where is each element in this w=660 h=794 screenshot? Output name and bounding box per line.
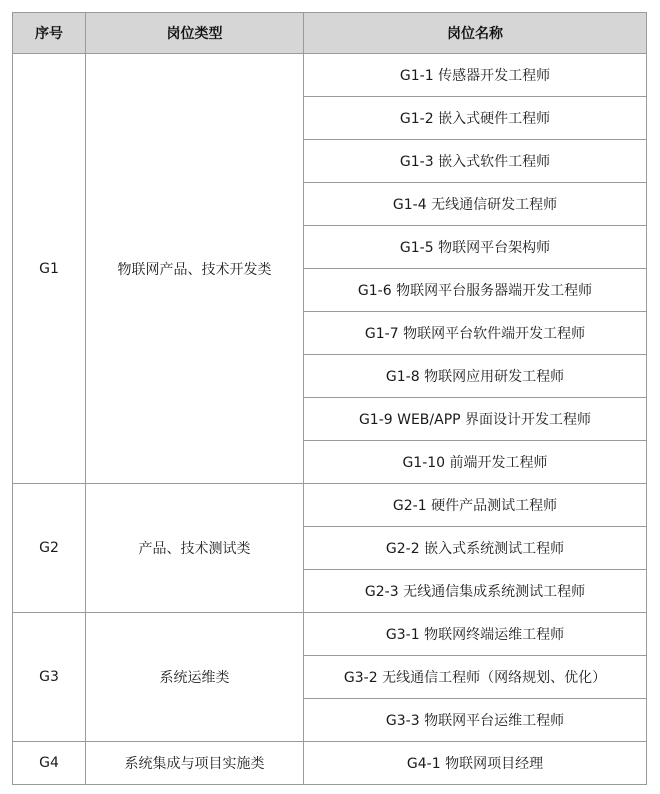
position-name-cell: G2-1 硬件产品测试工程师 bbox=[304, 484, 647, 527]
position-name-cell: G1-6 物联网平台服务器端开发工程师 bbox=[304, 269, 647, 312]
position-name-cell: G2-2 嵌入式系统测试工程师 bbox=[304, 527, 647, 570]
group-type-cell: 物联网产品、技术开发类 bbox=[86, 54, 304, 484]
position-name-cell: G1-3 嵌入式软件工程师 bbox=[304, 140, 647, 183]
group-type-cell: 产品、技术测试类 bbox=[86, 484, 304, 613]
position-name-cell: G1-8 物联网应用研发工程师 bbox=[304, 355, 647, 398]
table-row bbox=[13, 54, 647, 97]
position-name-cell: G4-1 物联网项目经理 bbox=[304, 742, 647, 785]
header-position-type: 岗位类型 bbox=[86, 13, 304, 54]
position-name-cell: G3-1 物联网终端运维工程师 bbox=[304, 613, 647, 656]
position-name-cell: G2-3 无线通信集成系统测试工程师 bbox=[304, 570, 647, 613]
table-header-row bbox=[13, 13, 647, 54]
header-serial-number: 序号 bbox=[13, 13, 86, 54]
position-name-cell: G3-2 无线通信工程师（网络规划、优化） bbox=[304, 656, 647, 699]
group-serial-cell: G1 bbox=[13, 54, 86, 484]
group-type-cell: 系统运维类 bbox=[86, 613, 304, 742]
position-name-cell: G1-4 无线通信研发工程师 bbox=[304, 183, 647, 226]
position-name-cell: G1-5 物联网平台架构师 bbox=[304, 226, 647, 269]
table-row bbox=[13, 742, 647, 785]
position-name-cell: G1-2 嵌入式硬件工程师 bbox=[304, 97, 647, 140]
position-name-cell: G1-7 物联网平台软件端开发工程师 bbox=[304, 312, 647, 355]
group-serial-cell: G2 bbox=[13, 484, 86, 613]
position-name-cell: G3-3 物联网平台运维工程师 bbox=[304, 699, 647, 742]
group-serial-cell: G4 bbox=[13, 742, 86, 785]
table-row bbox=[13, 613, 647, 656]
position-name-cell: G1-10 前端开发工程师 bbox=[304, 441, 647, 484]
table-body bbox=[13, 54, 647, 785]
group-type-cell: 系统集成与项目实施类 bbox=[86, 742, 304, 785]
table-row bbox=[13, 484, 647, 527]
position-name-cell: G1-1 传感器开发工程师 bbox=[304, 54, 647, 97]
position-name-cell: G1-9 WEB/APP 界面设计开发工程师 bbox=[304, 398, 647, 441]
header-position-name: 岗位名称 bbox=[304, 13, 647, 54]
group-serial-cell: G3 bbox=[13, 613, 86, 742]
job-positions-table bbox=[12, 12, 647, 785]
